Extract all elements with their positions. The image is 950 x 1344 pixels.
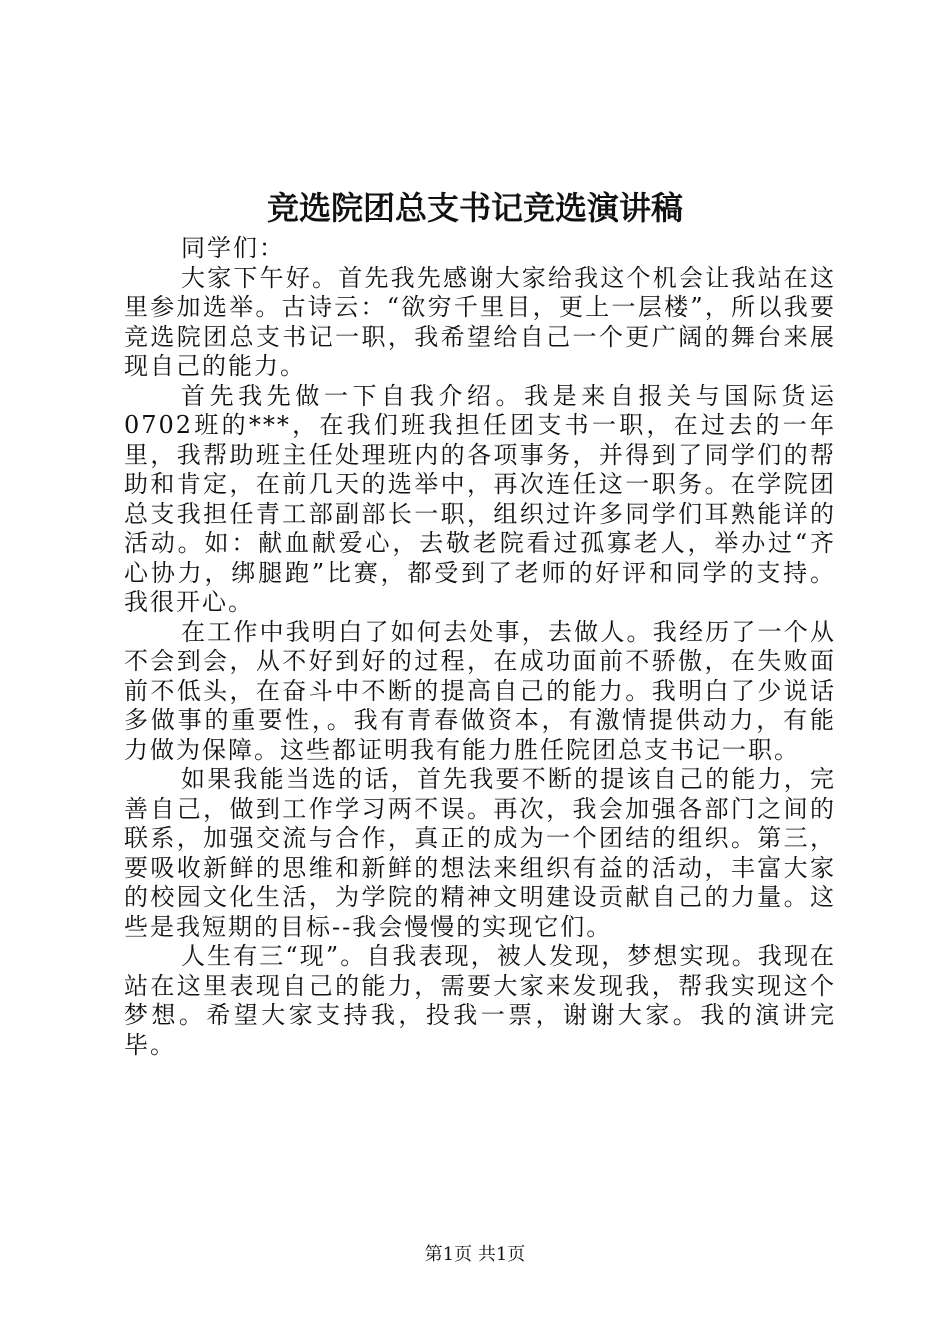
body-paragraph: 在工作中我明白了如何去处事，去做人。我经历了一个从不会到会，从不好到好的过程，在成功面前不骄傲，在失败面前不低头，在奋斗中不断的提高自己的能力。我明白了少说话多做事的重要性，。我有青春做资本，有激情提供动力，有能力做为保障。这些都证明我有能力胜任院团总支书记一职。 [124,617,836,764]
document-body [124,234,836,1060]
salutation-paragraph: 同学们： [181,234,285,262]
body-paragraph: 首先我先做一下自我介绍。我是来自报关与国际货运0702班的***，在我们班我担任团支书一职，在过去的一年里，我帮助班主任处理班内的各项事务，并得到了同学们的帮助和肯定，在前几天的选举中，再次连任这一职务。在学院团总支我担任青工部副部长一职，组织过许多同学们耳熟能详的活动。如：献血献爱心，去敬老院看过孤寡老人，举办过“齐心协力，绑腿跑”比赛，都受到了老师的好评和同学的支持。我很开心。 [124,381,836,616]
body-paragraph: 大家下午好。首先我先感谢大家给我这个机会让我站在这里参加选举。古诗云：“欲穷千里目，更上一层楼”，所以我要竞选院团总支书记一职，我希望给自己一个更广阔的舞台来展现自己的能力。 [124,263,836,380]
page-number-footer: 第1页 共1页 [424,1244,526,1265]
body-paragraph: 如果我能当选的话，首先我要不断的提该自己的能力，完善自己，做到工作学习两不误。再次，我会加强各部门之间的联系，加强交流与合作，真正的成为一个团结的组织。第三，要吸收新鲜的思维和新鲜的想法来组织有益的活动，丰富大家的校园文化生活，为学院的精神文明建设贡献自己的力量。这些是我短期的目标--我会慢慢的实现它们。 [124,765,836,941]
document-title: 竞选院团总支书记竞选演讲稿 [266,189,683,227]
body-paragraph: 人生有三“现”。自我表现，被人发现，梦想实现。我现在站在这里表现自己的能力，需要大家来发现我，帮我实现这个梦想。希望大家支持我，投我一票，谢谢大家。我的演讲完毕。 [124,942,836,1059]
